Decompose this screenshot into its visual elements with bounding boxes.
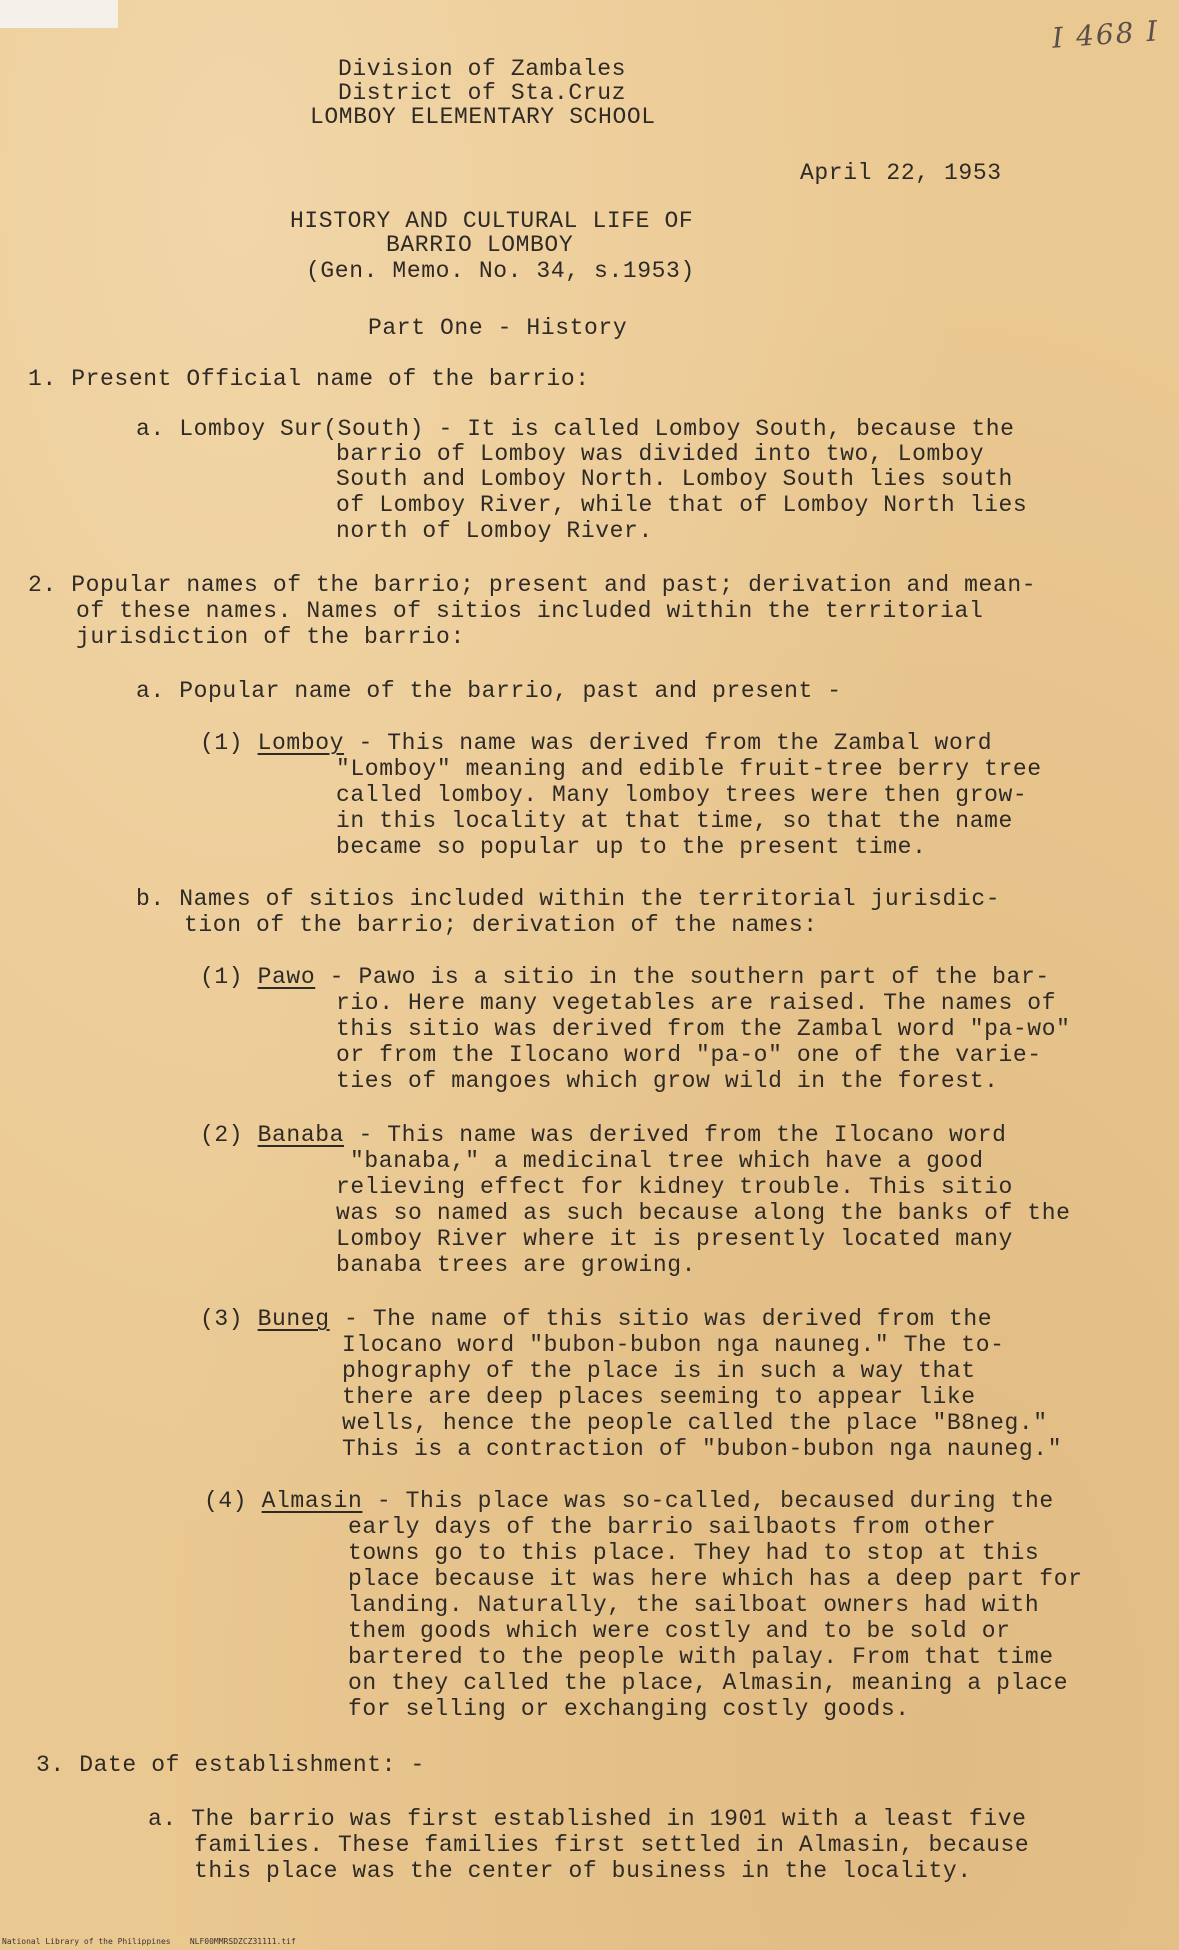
item-buneg — [200, 1306, 992, 1332]
section2-a-heading: a. Popular name of the barrio, past and present - — [136, 678, 842, 704]
item-text: Ilocano word "bubon-bubon nga nauneg." The to- — [342, 1332, 1005, 1358]
item-text: early days of the barrio sailbaots from other — [348, 1514, 997, 1540]
item-name: Banaba — [257, 1122, 345, 1148]
item-text: - Pawo is a sitio in the southern part of the bar- — [315, 964, 1050, 990]
item-text: ties of mangoes which grow wild in the forest. — [336, 1068, 999, 1094]
section1-heading: 1. Present Official name of the barrio: — [28, 366, 590, 392]
item-text: in this locality at that time, so that the name — [336, 808, 1013, 834]
section3-a-line: this place was the center of business in the locality. — [194, 1858, 972, 1884]
section1-a-line: north of Lomboy River. — [336, 518, 653, 544]
item-name: Pawo — [257, 964, 316, 990]
title-line2: BARRIO LOMBOY — [386, 232, 574, 258]
item-number: (4) — [204, 1488, 248, 1514]
archive-footer: National Library of the Philippines NLF00MMRSDZCZ31111.tif — [2, 1937, 296, 1946]
item-text: phography of the place is in such a way that — [342, 1358, 976, 1384]
item-text: relieving effect for kidney trouble. This sitio — [336, 1174, 1013, 1200]
item-text: rio. Here many vegetables are raised. The names of — [336, 990, 1057, 1016]
item-text: for selling or exchanging costly goods. — [348, 1696, 910, 1722]
section1-a-line: South and Lomboy North. Lomboy South lies south — [336, 466, 1013, 492]
section1-a-line: barrio of Lomboy was divided into two, Lomboy — [336, 441, 985, 467]
section3-a-line: a. The barrio was first established in 1901 with a least five — [148, 1806, 1027, 1832]
section1-a-line: of Lomboy River, while that of Lomboy North lies — [336, 492, 1028, 518]
item-number: (1) — [200, 964, 244, 990]
item-number: (1) — [200, 730, 244, 756]
item-number: (2) — [200, 1122, 244, 1148]
item-text: Lomboy River where it is presently located many — [336, 1226, 1013, 1252]
item-pawo — [200, 964, 1050, 990]
section2-heading: 2. Popular names of the barrio; present and past; derivation and mean- — [28, 572, 1037, 598]
item-text: - This name was derived from the Zambal word — [344, 730, 993, 756]
item-text: "banaba," a medicinal tree which have a good — [350, 1148, 984, 1174]
item-text: landing. Naturally, the sailboat owners had with — [348, 1592, 1040, 1618]
header-district: District of Sta.Cruz — [338, 80, 627, 106]
item-text: This is a contraction of "bubon-bubon nga nauneg." — [342, 1436, 1063, 1462]
item-lomboy — [200, 730, 992, 756]
item-name: Lomboy — [257, 730, 345, 756]
title-line1: HISTORY AND CULTURAL LIFE OF — [290, 208, 694, 234]
item-text: banaba trees are growing. — [336, 1252, 697, 1278]
item-text: on they called the place, Almasin, meaning a place — [348, 1670, 1069, 1696]
title-line3: (Gen. Memo. No. 34, s.1953) — [306, 258, 695, 284]
item-text: bartered to the people with palay. From that time — [348, 1644, 1054, 1670]
item-number: (3) — [200, 1306, 244, 1332]
item-text: or from the Ilocano word "pa-o" one of the varie- — [336, 1042, 1042, 1068]
item-almasin — [204, 1488, 1054, 1514]
section3-a-line: families. These families first settled in Almasin, because — [194, 1832, 1030, 1858]
item-text: called lomboy. Many lomboy trees were then grow- — [336, 782, 1028, 808]
item-text: "Lomboy" meaning and edible fruit-tree berry tree — [336, 756, 1042, 782]
item-text: wells, hence the people called the place "B8neg." — [342, 1410, 1048, 1436]
section3-heading: 3. Date of establishment: - — [36, 1752, 425, 1778]
item-text: place because it was here which has a deep part for — [348, 1566, 1083, 1592]
header-date: April 22, 1953 — [800, 160, 1002, 186]
section2-heading: jurisdiction of the barrio: — [76, 624, 465, 650]
item-text: them goods which were costly and to be sold or — [348, 1618, 1011, 1644]
section2-b-heading: tion of the barrio; derivation of the names: — [184, 912, 818, 938]
section1-a-line: a. Lomboy Sur(South) - It is called Lomboy South, because the — [136, 416, 1015, 442]
header-division: Division of Zambales — [338, 56, 627, 82]
item-name: Almasin — [261, 1488, 363, 1514]
corner-tab — [0, 0, 118, 28]
item-text: - This name was derived from the Ilocano word — [344, 1122, 1007, 1148]
part-heading: Part One - History — [368, 315, 628, 341]
item-text: there are deep places seeming to appear like — [342, 1384, 976, 1410]
item-text: was so named as such because along the banks of the — [336, 1200, 1071, 1226]
archive-mark: I 468 I — [1050, 14, 1161, 55]
item-text: - The name of this sitio was derived from the — [329, 1306, 993, 1332]
item-text: - This place was so-called, becaused during the — [362, 1488, 1054, 1514]
item-text: towns go to this place. They had to stop at this — [348, 1540, 1040, 1566]
item-name: Buneg — [257, 1306, 330, 1332]
section2-b-heading: b. Names of sitios included within the territorial jurisdic- — [136, 886, 1001, 912]
item-text: this sitio was derived from the Zambal word "pa-wo" — [336, 1016, 1071, 1042]
header-school: LOMBOY ELEMENTARY SCHOOL — [310, 104, 656, 130]
item-text: became so popular up to the present time. — [336, 834, 927, 860]
section2-heading: of these names. Names of sitios included within the territorial — [76, 598, 984, 624]
item-banaba — [200, 1122, 1007, 1148]
